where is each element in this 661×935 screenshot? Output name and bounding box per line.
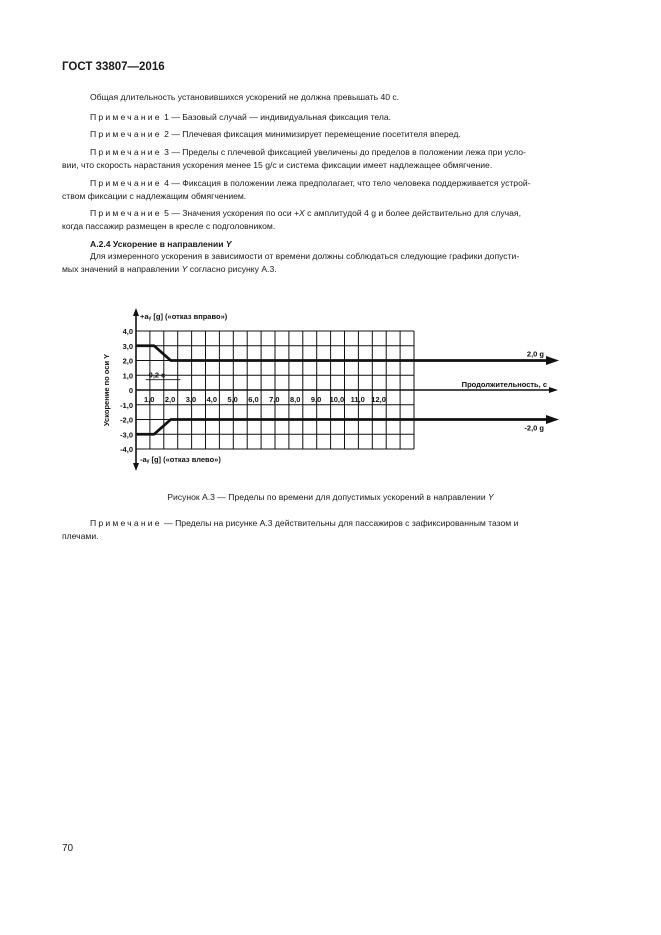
final-note-line2: плечами. xyxy=(62,530,99,541)
figure-caption xyxy=(0,492,661,502)
y-tick-label: -4,0 xyxy=(120,445,133,454)
section-paragraph xyxy=(62,250,601,275)
x-tick-label: 5,0 xyxy=(227,394,238,404)
y-tick-label: 0 xyxy=(128,386,133,395)
x-tick-label: 4,0 xyxy=(206,394,218,404)
note-5-text-line2: когда пассажир размещен в кресле с подголовником. xyxy=(62,220,276,231)
upper-limit-label: 2,0 g xyxy=(526,349,544,359)
lower-limit-line xyxy=(136,420,548,435)
section-axis: Y xyxy=(225,239,232,249)
note-5-text-a: — Значения ускорения по оси xyxy=(171,208,295,218)
section-title: А.2.4 Ускорение в направлении xyxy=(90,239,226,249)
y-tick-label: -1,0 xyxy=(120,400,133,410)
lower-limit-arrow xyxy=(546,415,559,424)
y-tick-label: -2,0 xyxy=(120,415,133,425)
note-3 xyxy=(62,146,601,171)
note-3-text-line1: — Пределы с плечевой фиксацией увеличены до пределов в положении лежа при усло- xyxy=(171,147,526,157)
lower-limit-label: -2,0 g xyxy=(524,423,544,433)
x-tick-label: 11,0 xyxy=(350,394,365,404)
x-tick-label: 10,0 xyxy=(329,394,345,404)
upper-limit-line xyxy=(136,346,548,361)
paragraph-duration-text: Общая длительность установившихся ускорений не должна превышать 40 с. xyxy=(90,92,400,102)
note-1-number: 1 xyxy=(164,112,169,122)
final-note-line1: — Пределы на рисунке А.3 действительны для пассажиров с зафиксированным тазом и xyxy=(164,518,519,528)
note-4-number: 4 xyxy=(164,178,169,188)
page-number: 70 xyxy=(62,843,74,854)
note-4 xyxy=(62,177,601,202)
note-4-text-line2: ством фиксации с надлежащим обмягчением. xyxy=(62,190,247,201)
note-label: Примечание xyxy=(90,129,162,139)
document-header: ГОСТ 33807—2016 xyxy=(62,61,165,73)
y-tick-labels xyxy=(120,327,133,454)
note-5-number: 5 xyxy=(164,208,169,218)
note-label: Примечание xyxy=(90,112,162,122)
final-note-label: Примечание xyxy=(90,518,162,528)
x-tick-label: 12,0 xyxy=(371,394,386,404)
note-label: Примечание xyxy=(90,147,162,157)
y-tick-label: -3,0 xyxy=(120,430,133,440)
acceleration-chart xyxy=(0,300,661,475)
paragraph-duration xyxy=(62,91,601,104)
x-tick-label: 8,0 xyxy=(289,394,301,404)
caption-axis: Y xyxy=(488,492,494,502)
note-label: Примечание xyxy=(90,178,162,188)
y-tick-label: 1,0 xyxy=(122,371,133,381)
x-tick-label: 7,0 xyxy=(269,394,280,404)
note-label: Примечание xyxy=(90,208,162,218)
note-5-axis: +X xyxy=(294,208,305,218)
x-tick-label: 2,0 xyxy=(164,394,176,404)
y-tick-label: 4,0 xyxy=(122,327,133,336)
x-tick-labels xyxy=(144,395,386,404)
annotation-label: 0,2 с xyxy=(148,370,166,380)
note-1 xyxy=(62,111,601,124)
note-3-number: 3 xyxy=(164,147,169,157)
y-tick-label: 2,0 xyxy=(122,356,133,366)
upper-limit-arrow xyxy=(546,356,559,365)
note-3-text-line2: вии, что скорость нарастания ускорения менее 15 g/с и система фиксации имеет надлежащее обмягчение. xyxy=(62,159,493,170)
note-4-text-line1: — Фиксация в положении лежа предполагает, что тело человека поддерживается устрой- xyxy=(171,178,531,188)
x-tick-label: 1,0 xyxy=(144,394,155,404)
y-axis-label: Ускорение по оси Y xyxy=(102,353,111,427)
note-2 xyxy=(62,128,601,141)
note-2-number: 2 xyxy=(164,129,169,139)
caption-text: Рисунок А.3 — Пределы по времени для допустимых ускорений в направлении xyxy=(167,492,489,502)
section-text-line1: Для измеренного ускорения в зависимости от времени должны соблюдаться следующие графики допусти- xyxy=(90,251,520,261)
chart-title-bottom: -aᵧ [g] («отказ влево») xyxy=(140,455,221,464)
note-1-text: — Базовый случай — индивидуальная фиксация тела. xyxy=(171,112,392,122)
chart-title-top: +aᵧ [g] («отказ вправо») xyxy=(140,312,228,321)
note-2-text: — Плечевая фиксация минимизирует перемещение посетителя вперед. xyxy=(171,129,461,139)
y-axis-arrow-down xyxy=(133,463,139,471)
section-text-axis: Y xyxy=(181,263,188,274)
x-tick-label: 9,0 xyxy=(310,394,322,404)
x-axis-label: Продолжительность, с xyxy=(461,380,547,389)
x-tick-label: 3,0 xyxy=(185,394,197,404)
section-heading xyxy=(62,238,601,251)
note-5-text-b: с амплитудой 4 g и более действительно для случая, xyxy=(304,208,521,218)
y-axis-arrow-up xyxy=(133,308,139,316)
x-tick-label: 6,0 xyxy=(248,394,259,404)
note-5 xyxy=(62,207,601,232)
final-note xyxy=(62,517,601,542)
y-tick-label: 3,0 xyxy=(122,341,133,351)
section-text-line2a: мых значений в направлении xyxy=(62,263,182,274)
x-axis-arrow xyxy=(549,387,558,393)
section-text-line2b: согласно рисунку А.3. xyxy=(187,263,277,274)
